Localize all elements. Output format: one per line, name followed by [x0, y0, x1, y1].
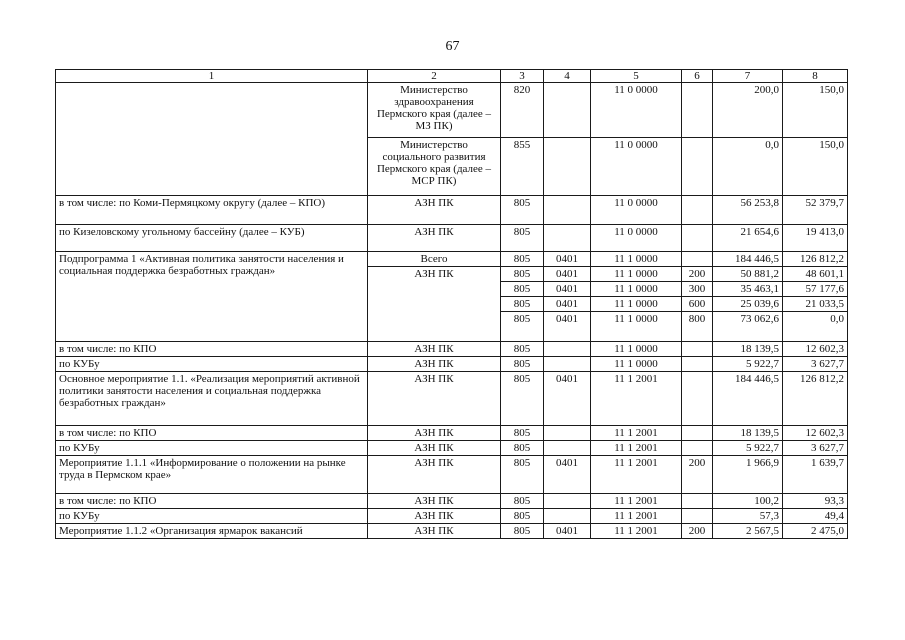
row-admin: Министерство здравоохранения Пермского края (далее – МЗ ПК) — [368, 83, 501, 138]
row-c3: 805 — [501, 426, 544, 441]
row-c3: 805 — [501, 494, 544, 509]
row-name: в том числе: по КПО — [56, 426, 368, 441]
row-name: Мероприятие 1.1.2 «Организация ярмарок вакансий — [56, 524, 368, 539]
table-row — [56, 252, 848, 267]
row-c4 — [544, 342, 591, 357]
row-c7: 200,0 — [713, 83, 783, 138]
row-c4: 0401 — [544, 456, 591, 494]
row-c5: 11 1 2001 — [591, 441, 682, 456]
row-name — [56, 83, 368, 196]
row-c5: 11 0 0000 — [591, 83, 682, 138]
row-c3: 805 — [501, 312, 544, 342]
row-c6 — [682, 426, 713, 441]
table-row — [56, 456, 848, 494]
row-c7: 5 922,7 — [713, 441, 783, 456]
row-c6 — [682, 138, 713, 196]
row-c3: 855 — [501, 138, 544, 196]
row-c7: 1 966,9 — [713, 456, 783, 494]
table-row — [56, 342, 848, 357]
row-c5: 11 1 0000 — [591, 282, 682, 297]
row-name: в том числе: по Коми-Пермяцкому округу (далее – КПО) — [56, 196, 368, 225]
table-row — [56, 426, 848, 441]
row-c7: 73 062,6 — [713, 312, 783, 342]
row-c5: 11 0 0000 — [591, 138, 682, 196]
row-c3: 805 — [501, 441, 544, 456]
page-number: 67 — [445, 39, 460, 54]
row-c3: 820 — [501, 83, 544, 138]
row-c7: 18 139,5 — [713, 426, 783, 441]
row-c8: 150,0 — [783, 138, 848, 196]
row-admin: АЗН ПК — [368, 267, 501, 342]
row-admin: АЗН ПК — [368, 225, 501, 252]
row-c4 — [544, 494, 591, 509]
row-c4 — [544, 138, 591, 196]
row-c4 — [544, 509, 591, 524]
row-c5: 11 1 2001 — [591, 372, 682, 426]
row-admin: АЗН ПК — [368, 426, 501, 441]
row-c7: 184 446,5 — [713, 252, 783, 267]
row-c8: 93,3 — [783, 494, 848, 509]
row-name: по КУБу — [56, 357, 368, 372]
row-c8: 19 413,0 — [783, 225, 848, 252]
table-row — [56, 441, 848, 456]
row-c4 — [544, 357, 591, 372]
table-row — [56, 83, 848, 138]
row-c4: 0401 — [544, 372, 591, 426]
row-c8: 12 602,3 — [783, 426, 848, 441]
budget-table — [55, 69, 848, 539]
row-c3: 805 — [501, 252, 544, 267]
row-c5: 11 1 0000 — [591, 342, 682, 357]
row-c7: 25 039,6 — [713, 297, 783, 312]
row-c4: 0401 — [544, 312, 591, 342]
row-name: в том числе: по КПО — [56, 494, 368, 509]
row-c3: 805 — [501, 509, 544, 524]
row-c5: 11 1 2001 — [591, 509, 682, 524]
row-c3: 805 — [501, 282, 544, 297]
row-c5: 11 1 2001 — [591, 494, 682, 509]
row-c7: 5 922,7 — [713, 357, 783, 372]
row-c4: 0401 — [544, 297, 591, 312]
row-c6 — [682, 252, 713, 267]
row-c4: 0401 — [544, 282, 591, 297]
row-c7: 57,3 — [713, 509, 783, 524]
row-admin: АЗН ПК — [368, 494, 501, 509]
row-c6 — [682, 225, 713, 252]
row-c4 — [544, 441, 591, 456]
row-c6: 200 — [682, 456, 713, 494]
row-c8: 126 812,2 — [783, 372, 848, 426]
row-c8: 52 379,7 — [783, 196, 848, 225]
table-row — [56, 372, 848, 426]
row-c3: 805 — [501, 267, 544, 282]
row-admin: Министерство социального развития Пермского края (далее – МСР ПК) — [368, 138, 501, 196]
row-c6 — [682, 509, 713, 524]
row-c8: 150,0 — [783, 83, 848, 138]
row-c4: 0401 — [544, 252, 591, 267]
column-number: 6 — [682, 70, 713, 83]
row-c3: 805 — [501, 357, 544, 372]
row-c5: 11 1 2001 — [591, 456, 682, 494]
row-c6: 200 — [682, 267, 713, 282]
row-c7: 56 253,8 — [713, 196, 783, 225]
row-c4 — [544, 83, 591, 138]
row-name: по Кизеловскому угольному бассейну (далее – КУБ) — [56, 225, 368, 252]
row-c3: 805 — [501, 297, 544, 312]
row-c8: 21 033,5 — [783, 297, 848, 312]
row-c7: 50 881,2 — [713, 267, 783, 282]
row-c5: 11 1 0000 — [591, 297, 682, 312]
row-c5: 11 1 0000 — [591, 267, 682, 282]
row-c4 — [544, 225, 591, 252]
column-number: 4 — [544, 70, 591, 83]
column-number: 3 — [501, 70, 544, 83]
table-row — [56, 494, 848, 509]
row-c8: 0,0 — [783, 312, 848, 342]
row-admin: АЗН ПК — [368, 357, 501, 372]
table-row — [56, 524, 848, 539]
row-c8: 48 601,1 — [783, 267, 848, 282]
row-c4 — [544, 426, 591, 441]
row-admin: Всего — [368, 252, 501, 267]
row-c4 — [544, 196, 591, 225]
row-c6 — [682, 441, 713, 456]
column-number: 5 — [591, 70, 682, 83]
row-c6 — [682, 357, 713, 372]
row-c6: 600 — [682, 297, 713, 312]
row-c3: 805 — [501, 342, 544, 357]
row-admin: АЗН ПК — [368, 342, 501, 357]
column-number-row — [56, 70, 848, 83]
row-c5: 11 1 2001 — [591, 426, 682, 441]
row-c7: 0,0 — [713, 138, 783, 196]
row-c3: 805 — [501, 372, 544, 426]
row-name: по КУБу — [56, 509, 368, 524]
column-number: 7 — [713, 70, 783, 83]
row-name: в том числе: по КПО — [56, 342, 368, 357]
row-c5: 11 1 0000 — [591, 357, 682, 372]
row-c7: 35 463,1 — [713, 282, 783, 297]
row-admin: АЗН ПК — [368, 441, 501, 456]
row-c5: 11 1 2001 — [591, 524, 682, 539]
row-c7: 100,2 — [713, 494, 783, 509]
row-admin: АЗН ПК — [368, 196, 501, 225]
row-c6: 200 — [682, 524, 713, 539]
row-admin: АЗН ПК — [368, 524, 501, 539]
row-c8: 2 475,0 — [783, 524, 848, 539]
row-name: Мероприятие 1.1.1 «Информирование о положении на рынке труда в Пермском крае» — [56, 456, 368, 494]
row-admin: АЗН ПК — [368, 456, 501, 494]
row-c8: 49,4 — [783, 509, 848, 524]
column-number: 2 — [368, 70, 501, 83]
row-c4: 0401 — [544, 524, 591, 539]
row-c3: 805 — [501, 524, 544, 539]
row-c6 — [682, 372, 713, 426]
row-c8: 3 627,7 — [783, 441, 848, 456]
row-c5: 11 1 0000 — [591, 312, 682, 342]
row-c6 — [682, 196, 713, 225]
row-c6: 800 — [682, 312, 713, 342]
row-c7: 18 139,5 — [713, 342, 783, 357]
column-number: 1 — [56, 70, 368, 83]
row-c8: 57 177,6 — [783, 282, 848, 297]
row-c6 — [682, 342, 713, 357]
row-c8: 126 812,2 — [783, 252, 848, 267]
row-c6 — [682, 494, 713, 509]
row-c4: 0401 — [544, 267, 591, 282]
table-row — [56, 225, 848, 252]
row-c7: 21 654,6 — [713, 225, 783, 252]
row-c8: 1 639,7 — [783, 456, 848, 494]
row-c8: 12 602,3 — [783, 342, 848, 357]
table-row — [56, 196, 848, 225]
row-name: Основное мероприятие 1.1. «Реализация мероприятий активной политики занятости населения и социальная поддержка безработных граждан» — [56, 372, 368, 426]
row-name: Подпрограмма 1 «Активная политика занятости населения и социальная поддержка безработных граждан» — [56, 252, 368, 342]
row-c5: 11 0 0000 — [591, 196, 682, 225]
row-c5: 11 1 0000 — [591, 252, 682, 267]
row-c3: 805 — [501, 225, 544, 252]
row-c3: 805 — [501, 456, 544, 494]
row-name: по КУБу — [56, 441, 368, 456]
table-row — [56, 509, 848, 524]
row-c8: 3 627,7 — [783, 357, 848, 372]
row-c6 — [682, 83, 713, 138]
row-c3: 805 — [501, 196, 544, 225]
row-c7: 2 567,5 — [713, 524, 783, 539]
row-admin: АЗН ПК — [368, 372, 501, 426]
row-admin: АЗН ПК — [368, 509, 501, 524]
row-c6: 300 — [682, 282, 713, 297]
row-c7: 184 446,5 — [713, 372, 783, 426]
column-number: 8 — [783, 70, 848, 83]
table-row — [56, 357, 848, 372]
row-c5: 11 0 0000 — [591, 225, 682, 252]
